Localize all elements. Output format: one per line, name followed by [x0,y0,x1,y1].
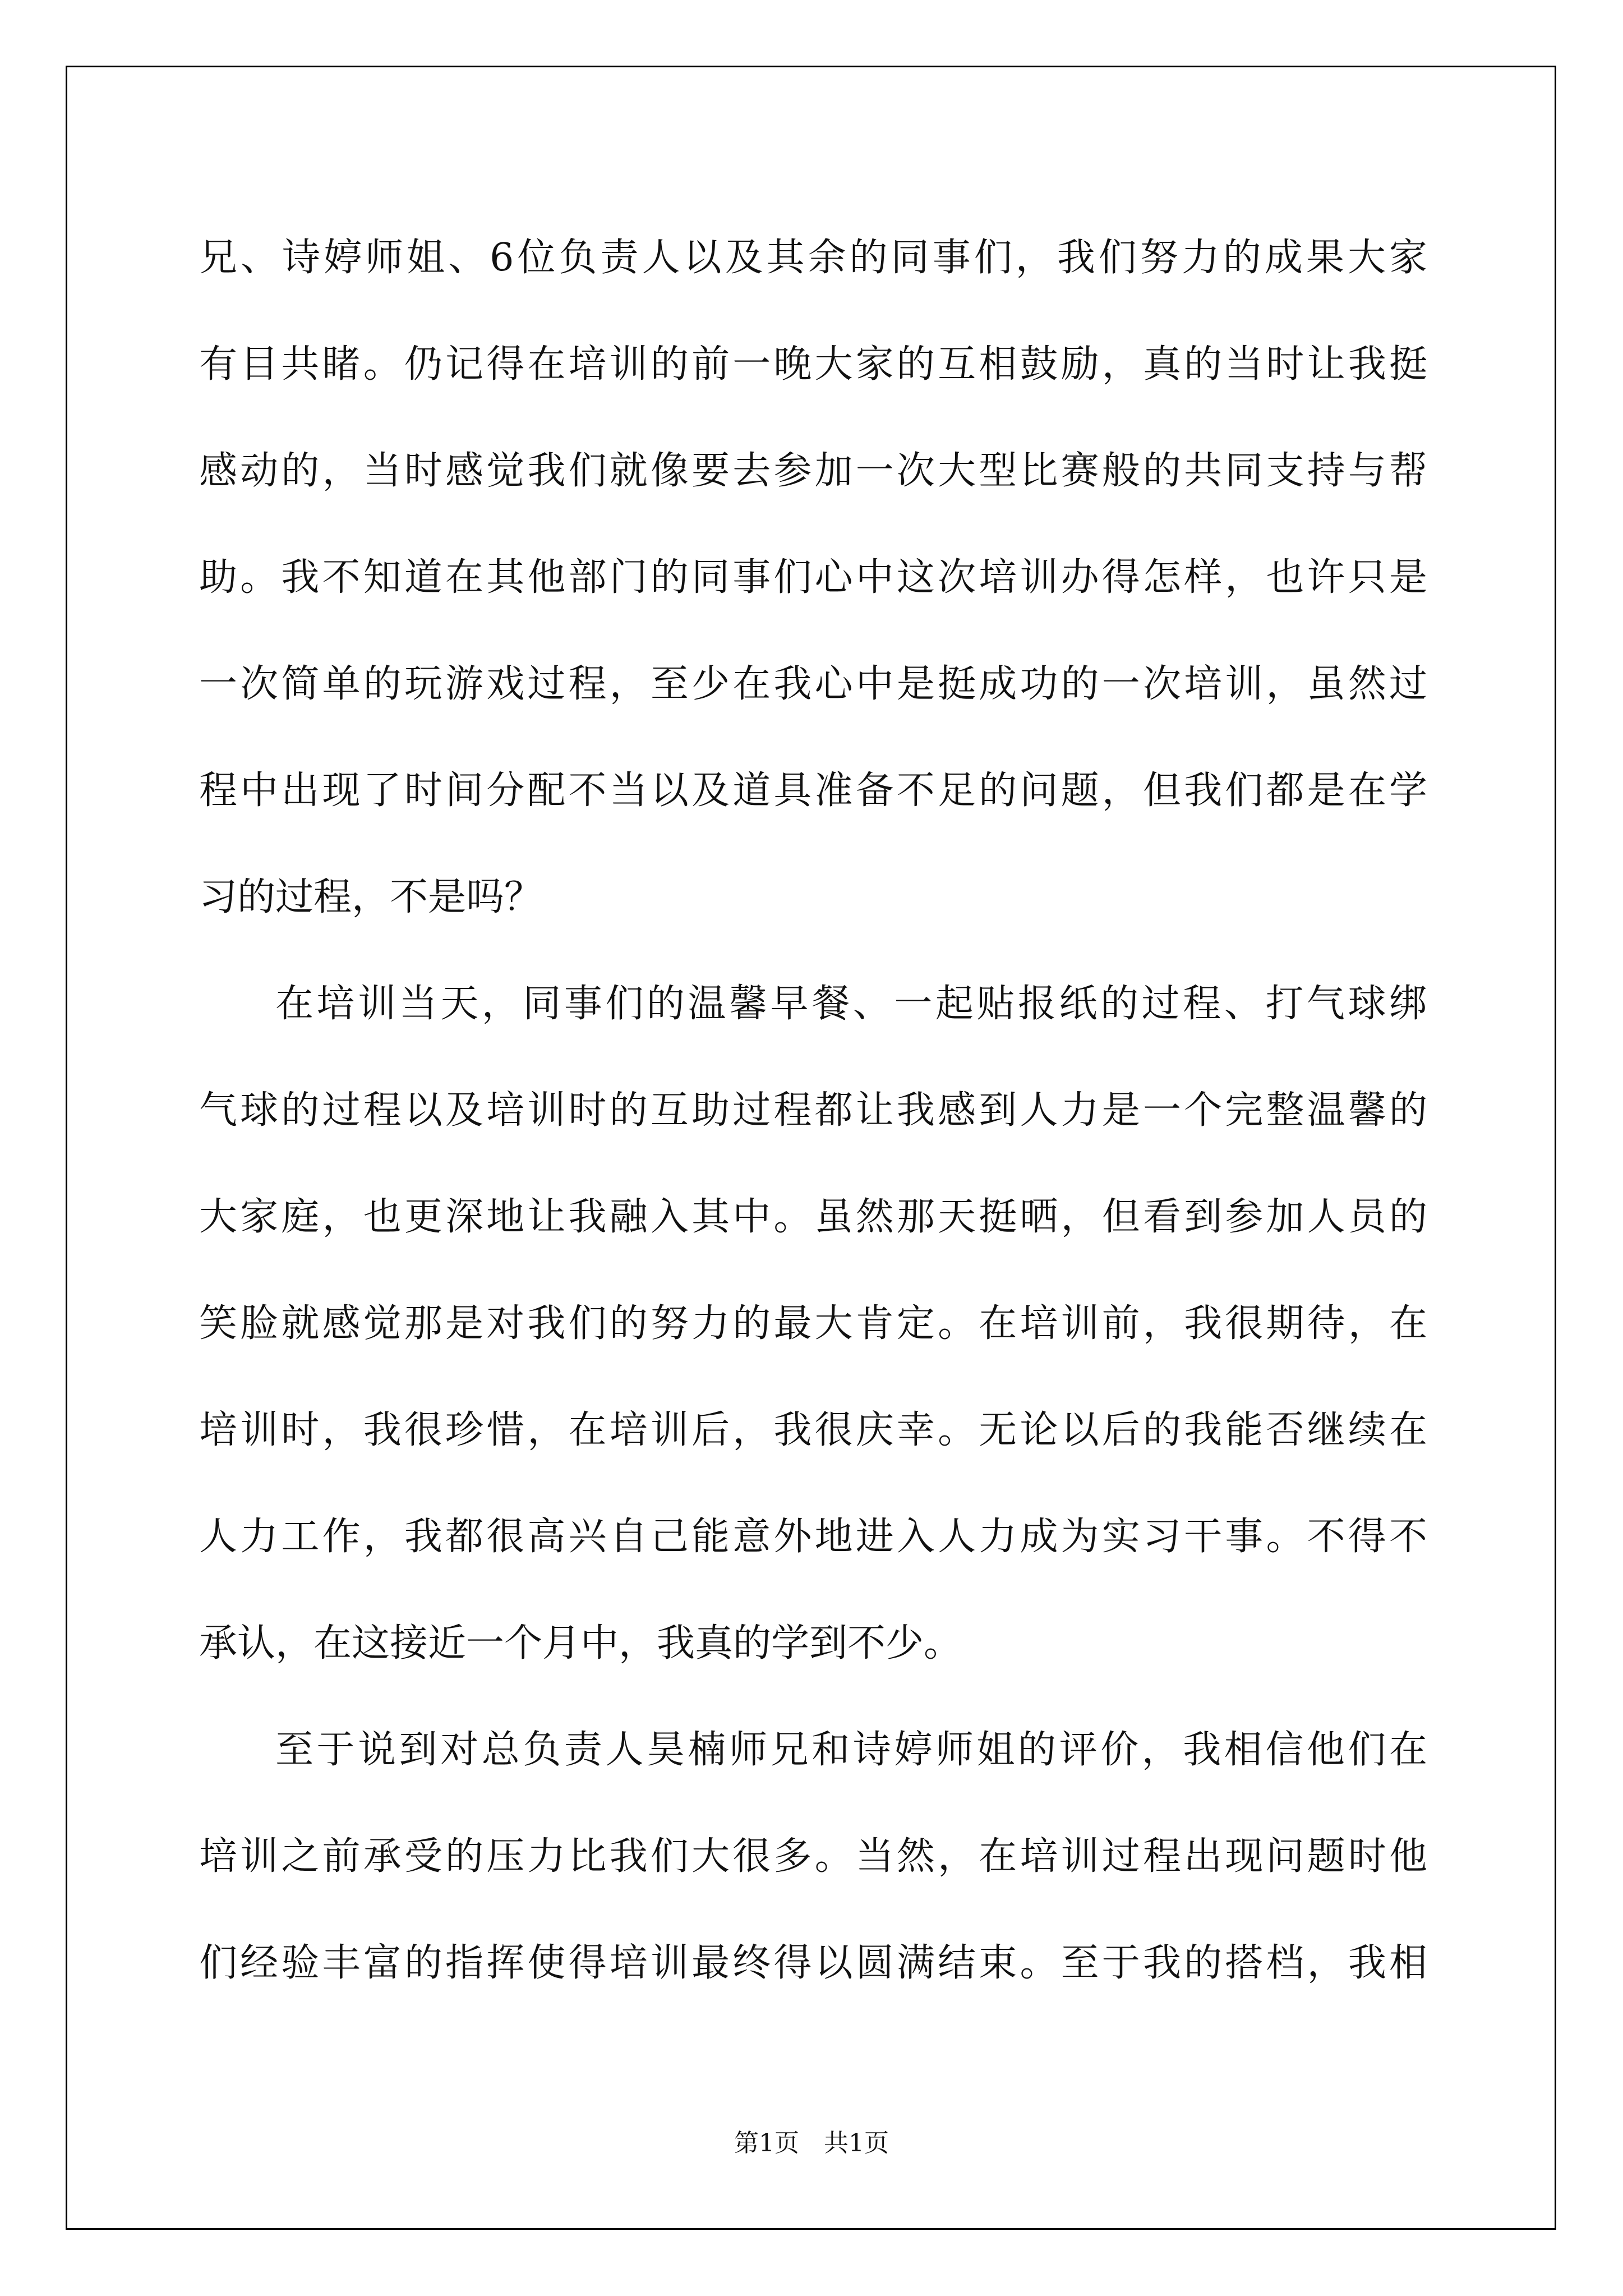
document-body [199,205,1427,2017]
text-line: 兄、诗婷师姐、6位负责人以及其余的同事们，我们努力的成果大家 [199,236,1427,280]
text-line: 习的过程，不是吗？ [199,875,543,919]
text-line: 笑脸就感觉那是对我们的努力的最大肯定。在培训前，我很期待，在 [199,1301,1427,1346]
text-line: 培训时，我很珍惜，在培训后，我很庆幸。无论以后的我能否继续在 [199,1408,1427,1452]
text-line: 人力工作，我都很高兴自己能意外地进入人力成为实习干事。不得不 [199,1515,1427,1559]
text-line: 一次简单的玩游戏过程，至少在我心中是挺成功的一次培训，虽然过 [199,662,1427,706]
text-line: 承认，在这接近一个月中，我真的学到不少。 [199,1621,962,1665]
text-line: 们经验丰富的指挥使得培训最终得以圆满结束。至于我的搭档，我相 [199,1941,1427,1985]
page-footer: 第1页 共1页 [734,2129,889,2157]
text-line: 至于说到对总负责人昊楠师兄和诗婷师姐的评价，我相信他们在 [275,1728,1427,1772]
text-line: 气球的过程以及培训时的互助过程都让我感到人力是一个完整温馨的 [199,1088,1427,1133]
text-line: 大家庭，也更深地让我融入其中。虽然那天挺晒，但看到参加人员的 [199,1195,1427,1239]
text-line: 助。我不知道在其他部门的同事们心中这次培训办得怎样，也许只是 [199,555,1427,600]
text-line: 有目共睹。仍记得在培训的前一晚大家的互相鼓励，真的当时让我挺 [199,342,1427,386]
text-line: 感动的，当时感觉我们就像要去参加一次大型比赛般的共同支持与帮 [199,449,1427,493]
text-line: 培训之前承受的压力比我们大很多。当然，在培训过程出现问题时他 [199,1834,1427,1879]
text-line: 程中出现了时间分配不当以及道具准备不足的问题，但我们都是在学 [199,769,1427,813]
text-line: 在培训当天，同事们的温馨早餐、一起贴报纸的过程、打气球绑 [275,982,1427,1026]
